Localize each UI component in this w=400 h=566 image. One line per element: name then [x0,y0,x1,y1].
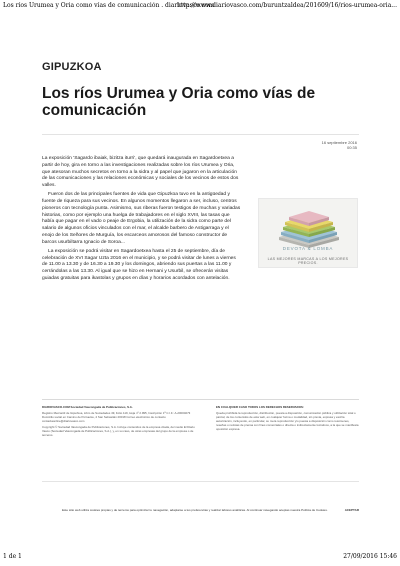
cookie-notice-bar [42,505,359,515]
article-body [42,156,242,285]
advertisement-brand: DEVOTA & LOMBA [282,246,334,251]
site-footer [42,399,359,438]
cookie-notice-text: Este sitio web utiliza cookies propias y de terceros para optimizar tu navegación, adaptarse a tus preferencias y realizar labores analíticas. Al continuar navegando aceptas nuestra Política de Cookies. [62,508,328,512]
article-divider [42,134,359,135]
footer-company-registry: Registro Mercantil de Gipuzkoa, Libro de Sociedades 49, Folio 119, Hoja nº 2.995, Inscripción 1ª C.I.F.: A-20004073 Domicilio social en Camino de Portuetxe, 2 San Sebastián 20018 Correo electrónico de contacto contactaonline@diariovasco.com [42,411,191,424]
advertisement-banner[interactable] [258,198,358,268]
print-page-number: 1 de 1 [3,553,22,560]
article-paragraph: La exposición 'Sagardo ibaiak, bizitza iturri', que quedará inaugurada en Sagardoetxea a partir de hoy, gira en torno a las investigaciones realizadas sobre los ríos Urumea y Oria, que atesoran muchos secretos en torno a la sidra y al papel que jugaron en la articulación de las comunicaciones y las relaciones económicas y sociales de los vecinos de estos dos valles. [42,156,239,188]
article-date: 16 septiembre 2016 [321,140,357,145]
footer-rights-heading: EN CUALQUIER CASO TODOS LOS DERECHOS RESERVADOS: [216,405,304,409]
footer-bottom-divider [42,481,359,482]
footer-divider [42,399,359,400]
article-date-block [322,140,357,150]
browser-page-title: Los ríos Urumea y Oria como vías de comunicación . diariovasco.com [3,2,215,9]
section-label[interactable]: GIPUZKOA [42,61,102,73]
article-time: 00:35 [346,145,357,150]
browser-print-header [3,2,397,12]
article-title: Los ríos Urumea y Oria como vías de comunicación [42,85,316,119]
print-datetime: 27/09/2016 15:46 [343,553,397,560]
footer-company-info [42,405,202,439]
article-paragraph: La exposición se podrá visitar en Sagardoetxea hasta el 25 de septiembre, día de celebración de XVI Sagar Uzta 2016 en el municipio, y se podrá visitar de lunes a viernes de 11.00 a 13.30 y de 16.30 a 19.30 y los domingos, abriendo sus puertas a las 11.00 y cerrándolas a las 13.30. Al igual que se hizo en Hernani y Usurbil, se ofrecerán visitas guiadas gratuitas para ikastolas y grupos en días y horarios acordados con antelación. [42,248,236,281]
footer-company-heading: DIARIOVASCO.COM Sociedad Vascongada de Publicaciones, S.A. [42,405,133,409]
footer-rights-text: Queda prohibida la reproducción, distribución, puesta a disposición, comunicación pública y utilización total o parcial, de los contenidos de esta web, en cualquier forma o modalidad, sin previa, expresa y escrita autorización, incluyendo, en particular, su mera reproducción y/o puesta a disposición como resúmenes, reseñas o revistas de prensa con fines comerciales o directa o indirectamente lucrativos, a la que se manifiesta oposición expresa. [216,411,359,432]
footer-copyright: Copyright © Sociedad Vascongada de Publicaciones, S.A. Incluye contenidos de la empresa citada, del medio El Diario Vasco (Sociedad Vascongada de Publicaciones, S.A.), y, en su caso, de otras empresas del grupo de la empresa o de terceros. [42,424,195,438]
footer-rights-info [216,405,359,433]
cookie-accept-button[interactable]: ACEPTAR [344,508,359,512]
browser-print-footer [3,553,397,563]
advertisement-tagline: LAS MEJORES MARCAS A LOS MEJORES PRECIOS. [267,257,349,265]
article-paragraph: Fueron dos de las principales fuentes de vida que Gipuzkoa tuvo en la antigüedad y fuente de riqueza para sus vecinos. En algunos momentos llegaron a ser, incluso, centros pioneros con tecnología punta. Asimismo, sus riberas fueron testigos de muchas y variadas historias, como por ejemplo una huelga de trabajadores en el siglo XVIII, las tasas que había que pagar en el vado o peaje de Ergobia, la utilización de la sidra como parte del salario de algunos oficios vinculados con el mar, el alcalde barbero de Astigarraga y el enojo de los Señores de Murguía, los escarceos amorosos del famoso constructor de barcos usurbiltarra Ignacio de Soroa... [42,192,241,245]
browser-page-url: http://www.diariovasco.com/buruntzaldea/201609/16/rios-urumea-oria... [176,2,397,9]
